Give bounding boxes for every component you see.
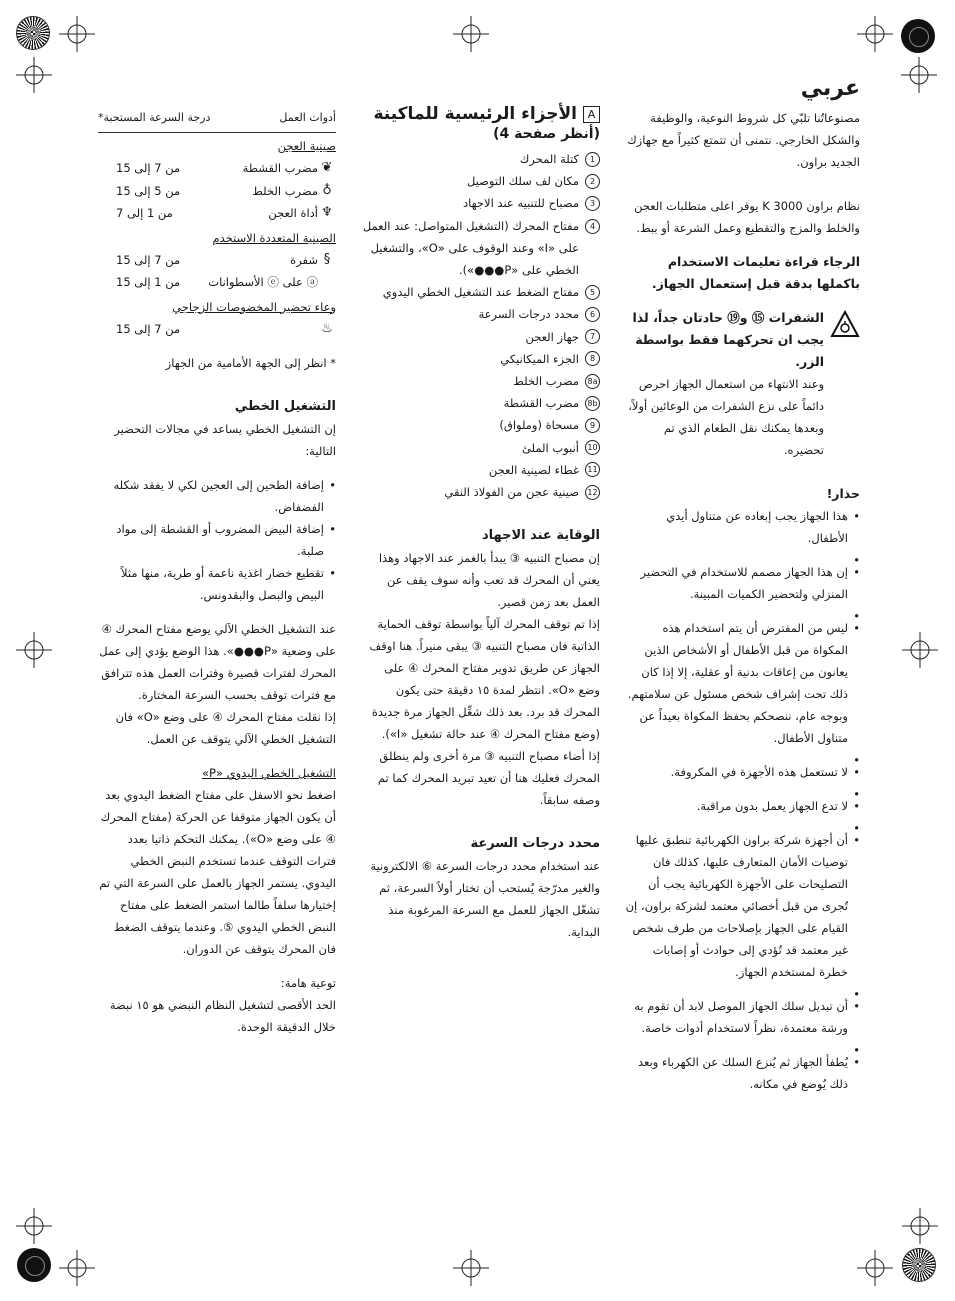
part-label: مفتاح الضغط عند التشغيل الخطي اليدوي xyxy=(382,285,579,300)
registration-rosette-bottom-right xyxy=(902,1248,936,1282)
crosshair-mark-top-left xyxy=(16,57,52,93)
tool-speed: من 7 إلى 15 xyxy=(116,161,181,175)
middle-column xyxy=(362,104,600,943)
crosshair-mark-top-center-left xyxy=(59,16,95,52)
part-label: مفتاح المحرك (التشغيل المتواصل: عند العمل على «I» وعند الوقوف على «O»، والتشغيل الخطي على «P●●●»). xyxy=(362,218,579,278)
group-title: وعاء تحضير المخضوصات الزجاجي xyxy=(172,299,336,314)
part-label: مكان لف سلك التوصيل xyxy=(466,174,579,189)
blades-warning-title: الشفرات ⑮ و⑲ حادتان جداً، لذا يجب ان تحركهما فقط بواسطة الزر. xyxy=(632,310,824,369)
part-label: مضرب القشطة xyxy=(503,396,579,411)
left-column xyxy=(98,108,336,1038)
part-number: 10 xyxy=(585,440,600,455)
crosshair-mark-bottom-right xyxy=(857,1250,893,1286)
crosshair-mark-bottom-center-left xyxy=(59,1250,95,1286)
part-item xyxy=(362,148,600,170)
right-column xyxy=(625,76,860,1095)
part-label: مصباح للتنبيه عند الاجهاد xyxy=(462,196,579,211)
caution-title: حذار! xyxy=(826,486,860,501)
caution-item: • هذا الجهاز يجب إبعاده عن متناول أيدي الأطفال. xyxy=(625,505,860,549)
crosshair-mark-right-middle xyxy=(902,632,938,668)
part-label: محدد درجات السرعة xyxy=(478,307,579,322)
crosshair-mark-top-right xyxy=(857,16,893,52)
blades-warning xyxy=(625,307,860,461)
table-row xyxy=(98,271,336,294)
part-label: مضرب الخلط xyxy=(513,374,579,389)
part-label: كتلة المحرك xyxy=(519,152,579,166)
table-row xyxy=(98,249,336,272)
blade-icon: § xyxy=(323,251,331,267)
crosshair-mark-right-bottom xyxy=(902,1208,938,1244)
glass-jug-icon: ♨ xyxy=(321,320,333,336)
part-label: أنبوب الملئ xyxy=(521,440,579,455)
group-title: الصينية المتعددة الاستخدم xyxy=(212,230,336,245)
pulse-item: • تقطيع خضار اغذية ناعمة أو طرية، منها مثلاً البيض والبصل والبقدونس. xyxy=(98,562,336,606)
part-number: 2 xyxy=(585,174,600,189)
auto-pulse-paragraph: إذا نقلت مفتاح المحرك ④ على وضع «O» فان التشغيل الخطي الآلي يتوقف عن العمل. xyxy=(115,710,336,746)
part-item xyxy=(362,215,600,282)
crosshair-mark-top-center xyxy=(453,16,489,52)
part-item xyxy=(362,326,600,348)
crosshair-mark-bottom-center xyxy=(453,1250,489,1286)
tool-name: شفرة xyxy=(290,252,318,267)
read-instructions-notice: الرجاء قراءة تعليمات الاستخدام باكملها بدقة قبل إستعمال الجهاز. xyxy=(651,254,860,291)
part-item xyxy=(362,348,600,370)
section-letter-box: A xyxy=(583,106,600,123)
caution-item: • أن تبديل سلك الجهاز الموصل لابد أن تقوم به ورشة معتمدة، نظراً لاستخدام أدوات خاصة. xyxy=(625,995,860,1039)
group-title: صينية العجن xyxy=(277,139,336,153)
table-row xyxy=(98,202,336,225)
crosshair-mark-left-bottom xyxy=(16,1208,52,1244)
speed-table-header xyxy=(98,108,336,133)
header-tools: أدوات العمل xyxy=(279,111,336,124)
crosshair-mark-right-top xyxy=(901,57,937,93)
part-number: 6 xyxy=(585,307,600,322)
table-row xyxy=(98,180,336,203)
part-item xyxy=(362,303,600,325)
part-item xyxy=(362,459,600,481)
pulse-list xyxy=(98,474,336,606)
caution-item: • يُطفأ الجهاز ثم يُنزع السلك عن الكهرباء وبعد ذلك يُوضع في مكانه. xyxy=(625,1051,860,1095)
part-number: 12 xyxy=(585,485,600,500)
auto-pulse-paragraph: عند التشغيل الخطي الآلي يوضع مفتاح المحرك ④ على وضعية «P●●●». هذا الوضع يؤدي إلى عمل المحرك لفترات قصيرة وفترات العمل هذه تترافق مع فترات توقف بحسب السرعة المختارة. xyxy=(99,622,336,702)
header-speed: درجة السرعة المستحبة* xyxy=(98,111,211,124)
pulse-item: • إضافة البيض المضروب أو القشطة إلى مواد صلبة. xyxy=(98,518,336,562)
parts-heading xyxy=(362,104,600,124)
part-number: 8 xyxy=(585,351,600,366)
tool-speed: من 7 إلى 15 xyxy=(116,252,181,267)
part-label: مسحاة (وملواق) xyxy=(499,418,579,433)
notice-text: الحد الأقصى لتشغيل النظام النبضي هو ١٥ نبضة خلال الدقيقة الوحدة. xyxy=(109,998,336,1034)
part-number: 1 xyxy=(585,152,600,167)
part-label: صينية عجن من الفولاذ النقي xyxy=(444,485,579,500)
notice-title: توعية هامة: xyxy=(280,976,336,990)
system-paragraph: نظام براون K 3000 يوفر اعلى متطلبات العجن والخلط والمزج والتقطيع وعمل الشرعة أو ببط. xyxy=(634,199,860,235)
part-item xyxy=(362,370,600,392)
part-number: 8b xyxy=(585,396,600,411)
overload-title: الوقاية عند الاجهاد xyxy=(481,528,600,544)
pulse-intro: إن التشغيل الخطي يساعد في مجالات التحضير التالية: xyxy=(114,422,336,458)
tool-name: ⓐ على ⓔ الأسطوانات xyxy=(208,275,318,289)
tool-speed: من 7 إلى 15 xyxy=(116,321,181,336)
part-label: الجزء الميكانيكي xyxy=(500,351,579,366)
overload-paragraph: إذا أضاء مصباح التنبيه ③ مرة أخرى ولم ينطلق المحرك فعليك هنا أن تعيد تبريد المحرك كما تم وصفه سابقاً. xyxy=(377,749,600,808)
caution-list xyxy=(625,505,860,1095)
part-item xyxy=(362,192,600,214)
part-number: 9 xyxy=(585,418,600,433)
pulse-item: • إضافة الطحين إلى العجين لكي لا يفقد شكله الفضفاض. xyxy=(98,474,336,518)
tool-name: أداة العجن xyxy=(268,206,318,220)
pulse-title: التشغيل الخطي xyxy=(234,399,336,414)
part-item xyxy=(362,481,600,503)
caution-item: • أن أجهزة شركة براون الكهربائية تنطبق عليها توصيات الأمان المتعارف عليها، كذلك فان التصليحات على الأجهزة الكهربائية يجب أن تُجرى من قبل أخصائي معتمد لشركة براون، إن القيام على الجهاز بإصلاحات من طرف شخص غير معتمد قد تُؤدي إلى حوادث أو إصابات خطرة لمستخدم الجهاز. xyxy=(625,829,860,983)
registration-rosette-top-left xyxy=(16,16,50,50)
part-item xyxy=(362,281,600,303)
registration-rosette-top-right xyxy=(901,19,935,53)
part-number: 3 xyxy=(585,196,600,211)
caution-item: • إن هذا الجهاز مصمم للاستخدام في التحضير المنزلي ولتحضير الكميات المبينة. xyxy=(625,561,860,605)
speed-paragraph: عند استخدام محدد درجات السرعة ⑥ الالكترونية والغير مدرّجة يُستحب أن تختار أولاً السرعة، ثم تشغّل الجهاز للعمل مع السرعة المرغوبة منذ البداية. xyxy=(370,859,600,940)
part-label: غطاء لصينية العجن xyxy=(488,462,579,477)
whisk-icon: ❦ xyxy=(321,160,333,175)
dough-hook-icon: ♆ xyxy=(321,205,333,220)
parts-title: الأجزاء الرئيسية للماكينة xyxy=(373,104,577,124)
tool-speed: من 5 إلى 15 xyxy=(116,183,181,198)
registration-rosette-bottom-left xyxy=(17,1248,51,1282)
part-number: 5 xyxy=(585,285,600,300)
tool-name: مضرب القشطة xyxy=(242,161,318,175)
table-row xyxy=(98,318,336,341)
tool-name: مضرب الخلط xyxy=(252,183,318,198)
part-item xyxy=(362,437,600,459)
part-item xyxy=(362,170,600,192)
parts-subtitle: (أنظر صفحة 4) xyxy=(493,126,600,142)
crosshair-mark-left-middle xyxy=(16,632,52,668)
mixer-icon: ♁ xyxy=(322,182,332,198)
manual-pulse-paragraph: اضغط نحو الاسفل على مفتاح الضغط اليدوي بعد أن يكون الجهاز متوقفا عن الحركة (مفتاح المحرك ④ على وضع «O»). يمكنك التحكم ذاتيا بعدد فترات التوقف عندما تستخدم النبض الخطي اليدوي. يستمر الجهاز بالعمل على السرعة التي تم إختيارها سلفاً طالما استمر الضغط على مفتاح النبض الخطي اليدوي ⑤. وعندما يتوقف الضغط فان المحرك يتوقف عن الدوران. xyxy=(99,788,336,956)
part-item xyxy=(362,414,600,436)
caution-item: • لا تستعمل هذه الأجهزة في المكروفة. xyxy=(625,761,860,783)
table-row xyxy=(98,157,336,180)
tool-speed: من 1 إلى 7 xyxy=(116,206,173,220)
overload-paragraph: إن مصباح التنبيه ③ يبدأ بالغمز عند الاجهاد وهذا يعني أن المحرك قد تعب وأنه سوف يقف عن العمل بعد زمن قصير. xyxy=(378,551,600,610)
part-item xyxy=(362,392,600,414)
part-number: 11 xyxy=(585,462,600,477)
manual-pulse-title: التشغيل الخطي اليدوي «P» xyxy=(201,766,336,780)
speed-title: محدد درجات السرعة xyxy=(470,836,600,852)
part-number: 8a xyxy=(585,374,600,389)
part-number: 7 xyxy=(585,329,600,344)
tool-speed: من 1 إلى 15 xyxy=(116,275,181,289)
warning-triangle-icon xyxy=(830,309,860,339)
part-label: جهاز العجن xyxy=(525,329,579,344)
parts-list xyxy=(362,148,600,503)
caution-item: • ليس من المفترض أن يتم استخدام هذه المكواة من قبل الأطفال أو الأشخاص الذين يعانون من إعاقات بدنية أو عقلية، إلا إذا كان ذلك تحت إشراف شخص مسئول عن سلامتهم. وبوجه عام، ننصحكم بحفظ المكواة بعيداً عن متناول الأطفال. xyxy=(625,617,860,749)
language-title: عربي xyxy=(800,76,860,101)
intro-paragraph: مصنوعاتُنا تلبّي كل شروط النوعية، والوظيفة والشكل الخارجي. نتمنى أن تتمتع كثيراً مع جهازك الجديد براون. xyxy=(627,111,860,169)
part-number: 4 xyxy=(585,219,600,234)
blades-warning-text: وعند الانتهاء من استعمال الجهاز احرص دائماً على نزع الشفرات من الوعائين أولاً، وبعدها يمكنك نقل الطعام الذي تم تحضيره. xyxy=(628,377,824,457)
overload-paragraph: إذا تم توقف المحرك آلياً بواسطة توقف الحماية الذاتية فان مصباح التنبيه ③ يبقى منيراً. هنا اوقف الجهاز عن طريق تدوير مفتاح المحرك ④ على وضع «O». انتظر لمدة ١٥ دقيقة حتى يكون المحرك قد برد. بعد ذلك شغِّل الجهاز مرة جديدة (وضع مفتاح المحرك ④ عند حالة تشغيل «I»). xyxy=(369,617,600,742)
table-footnote: * انظر إلى الجهة الأمامية من الجهاز xyxy=(165,356,336,370)
caution-item: • لا تدع الجهاز يعمل بدون مراقبة. xyxy=(625,795,860,817)
